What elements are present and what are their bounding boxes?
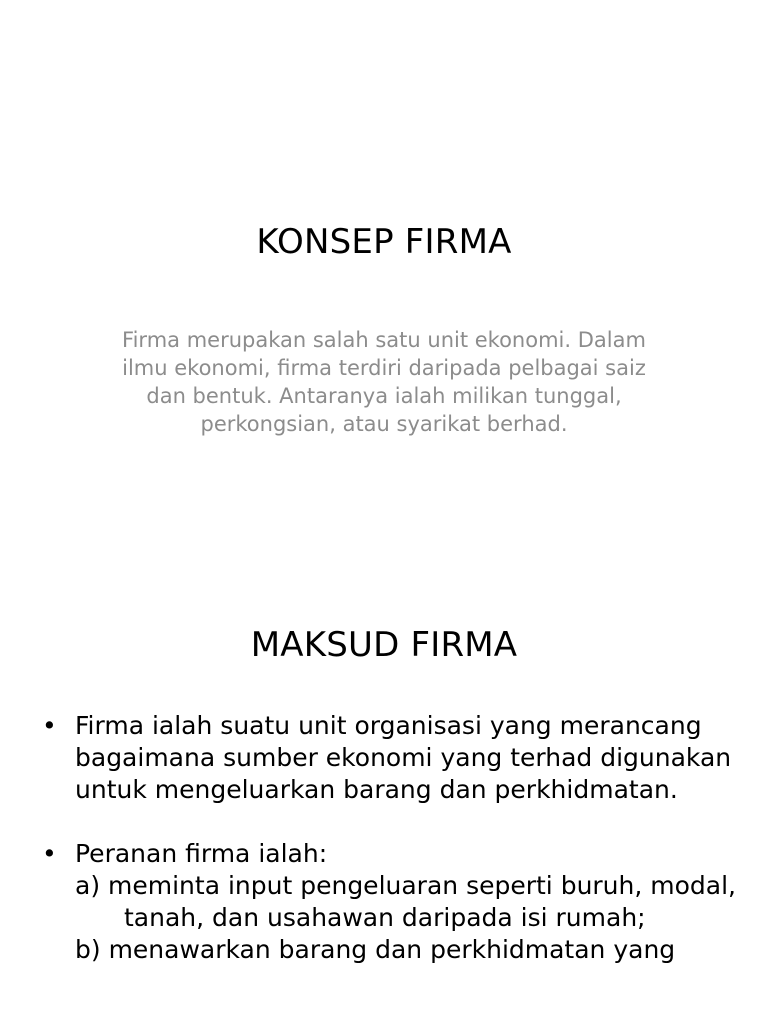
slide-subtitle: Firma merupakan salah satu unit ekonomi. Dalam ilmu ekonomi, firma terdiri daripada pelbagai saiz dan bentuk. Antaranya ialah milikan tunggal, perkongsian, atau syarikat berhad. bbox=[122, 328, 646, 436]
bullet-dot-icon: • bbox=[42, 711, 57, 740]
slide-title: KONSEP FIRMA bbox=[256, 222, 512, 262]
bullet-text: Peranan firma ialah: bbox=[75, 839, 328, 868]
bullet-item bbox=[42, 710, 742, 806]
bullet-list bbox=[42, 710, 742, 998]
sub-item: a) meminta input pengeluaran seperti buruh, modal, tanah, dan usahawan daripada isi rumah; bbox=[75, 871, 736, 932]
slide-maksud-firma bbox=[0, 576, 768, 1024]
slide-title: MAKSUD FIRMA bbox=[250, 625, 518, 665]
bullet-item bbox=[42, 838, 742, 966]
bullet-dot-icon: • bbox=[42, 839, 57, 868]
bullet-text: Firma ialah suatu unit organisasi yang merancang bagaimana sumber ekonomi yang terhad digunakan untuk mengeluarkan barang dan perkhidmatan. bbox=[75, 711, 732, 804]
sub-item: b) menawarkan barang dan perkhidmatan yang bbox=[75, 935, 676, 964]
